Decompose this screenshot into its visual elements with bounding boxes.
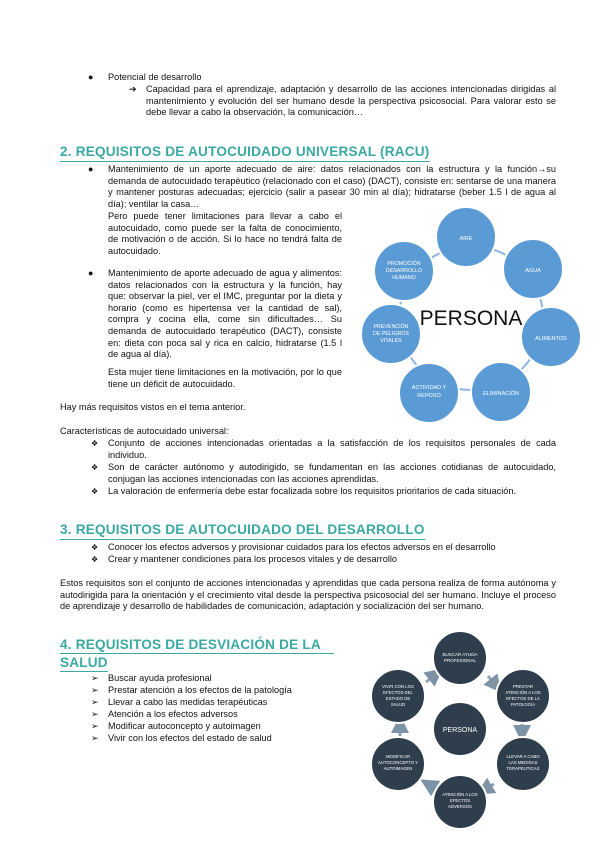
diagram-node-ayuda: [433, 631, 487, 685]
diagram-node-alimentos: [521, 307, 581, 367]
svg-text:ADVERSOS: ADVERSOS: [448, 804, 472, 809]
section4-item: Atención a los efectos adversos: [108, 709, 238, 719]
diamond-bullet: ❖: [91, 543, 99, 552]
section2-characteristics-title: Características de autocuidado universal:: [60, 426, 229, 436]
svg-text:TERAPÉUTICAS: TERAPÉUTICAS: [506, 766, 540, 771]
bullet-dot: ●: [88, 268, 94, 278]
diagram-node-promocion: [374, 241, 434, 301]
svg-text:VITALES: VITALES: [380, 338, 402, 344]
arrow-bullet: ➢: [91, 721, 99, 731]
diagram-node-actividad: [399, 363, 459, 423]
section2-more-text: Hay más requisitos vistos en el tema anterior.: [60, 402, 246, 412]
diamond-bullet: ❖: [91, 487, 99, 496]
section3-paragraph: Estos requisitos son el conjunto de acciones intencionadas y aprendidas que cada persona realiza de forma autónoma y autodirigida para la orientación y el crecimiento vital desde la perspectiva psicosocial del ser humano. Incluye el proceso de aprendizaje y desarrollo de habilidades de comunicación, adaptación y socialización del ser humano.: [60, 578, 556, 612]
diagram-center-label: PERSONA: [442, 727, 478, 734]
section3-item: Conocer los efectos adversos y provisionar cuidados para los efectos adversos en el desarrollo: [108, 542, 496, 552]
diagram-node-patologia: [496, 669, 550, 723]
characteristic-item: La valoración de enfermería debe estar focalizada sobre los requisitos prioritarios de cada situación.: [108, 486, 517, 496]
section2-item1: Mantenimiento de un aporte adecuado de aire: datos relacionados con la estructura y la función→su demanda de autocuidado terapéutico (relacionado con el caso) (DACT), consiste en: sentarse de una manera y mantener posturas adecuadas; ejercicio (salir a pasear 30 min al día); hidratarse (beber 1.5 l de agua al día); ventilar la casa…: [108, 164, 556, 209]
svg-text:ACTIVIDAD Y: ACTIVIDAD Y: [411, 385, 447, 391]
svg-text:AIRE: AIRE: [459, 236, 473, 242]
racu-cycle-diagram: [355, 204, 587, 426]
svg-text:PREVENCIÓN: PREVENCIÓN: [373, 324, 409, 330]
svg-text:LLEVAR A CABO: LLEVAR A CABO: [506, 754, 540, 759]
arrow-bullet: ➢: [91, 673, 99, 683]
svg-text:PROMOCIÓN: PROMOCIÓN: [387, 261, 421, 267]
diagram-center: [433, 702, 487, 756]
svg-text:BUSCAR AYUDA: BUSCAR AYUDA: [442, 652, 478, 657]
diagram-node-terapeuticas: [496, 737, 550, 791]
svg-text:EFECTOS: EFECTOS: [449, 798, 471, 803]
svg-text:ELIMINACIÓN: ELIMINACIÓN: [483, 391, 519, 397]
arrow-bullet: ➢: [91, 709, 99, 719]
section4-heading: [60, 636, 334, 672]
bullet-dot: ●: [88, 164, 94, 174]
svg-text:DESARROLLO: DESARROLLO: [385, 268, 423, 274]
svg-text:AGUA: AGUA: [525, 268, 541, 274]
diagram-center-label: PERSONA: [419, 307, 523, 330]
svg-text:LAS MEDIDAS: LAS MEDIDAS: [508, 760, 538, 765]
section3-heading: 3. REQUISITOS DE AUTOCUIDADO DEL DESARROLLO: [60, 522, 425, 540]
bullet-dot: ●: [88, 72, 94, 82]
diagram-node-autoconcepto: [371, 737, 425, 791]
svg-text:PRESTAR: PRESTAR: [513, 684, 533, 689]
svg-text:MODIFICAR: MODIFICAR: [385, 754, 411, 759]
section4-heading-line1: 4. REQUISITOS DE DESVIACIÓN DE LA: [60, 636, 334, 654]
svg-text:DE PELIGROS: DE PELIGROS: [373, 331, 409, 337]
diagram-node-aire: [436, 207, 496, 267]
svg-text:VIVIR CON LOS: VIVIR CON LOS: [382, 684, 414, 689]
arrow-bullet: ➢: [91, 685, 99, 695]
arrow-bullet: ➢: [91, 697, 99, 707]
diamond-bullet: ❖: [91, 555, 99, 564]
top-arrow-text: Capacidad para el aprendizaje, adaptación y desarrollo de las acciones intencionadas dirigidas al mantenimiento y evolución del ser humano desde la perspectiva psicosocial. Para valorar esto se debe llevar a cabo la observación, la comunicación…: [146, 84, 556, 118]
health-deviation-diagram: [362, 628, 562, 838]
diagram-node-prevencion: [361, 304, 421, 364]
section4-item: Llevar a cabo las medidas terapéuticas: [108, 697, 268, 707]
svg-text:EFECTOS DE LA: EFECTOS DE LA: [506, 696, 540, 701]
section2-item2: Mantenimiento de aporte adecuado de agua y alimentos: datos relacionados con la estructura y la función, hay que: observar la piel, ver el IMC, preguntar por la dieta y horario (como es hipertensa ver la cantidad de sal), compra y cocina ella, come sin dificultades… Su demanda de autocuidado terapéutico (DACT), consiste en: dieta con poca sal y rica en calcio, hidratarse (1.5 l de agua al día).: [108, 268, 342, 360]
svg-text:PATOLOGÍA: PATOLOGÍA: [510, 702, 536, 707]
svg-text:AUTOCONCEPTO Y: AUTOCONCEPTO Y: [377, 760, 419, 765]
svg-text:AUTOIMAGEN: AUTOIMAGEN: [383, 766, 413, 771]
svg-text:ATENCIÓN A LOS: ATENCIÓN A LOS: [442, 792, 478, 797]
svg-text:EFECTOS DEL: EFECTOS DEL: [383, 690, 413, 695]
section3-item: Crear y mantener condiciones para los procesos vitales y de desarrollo: [108, 554, 398, 564]
diagram-node-eliminacion: [471, 362, 531, 422]
diagram-node-agua: [503, 239, 563, 299]
section2-item2-paragraph: Esta mujer tiene limitaciones en la motivación, por lo que tiene un déficit de autocuidado.: [108, 367, 342, 389]
characteristic-item: Conjunto de acciones intencionadas orientadas a la satisfacción de los requisitos personales de cada individuo.: [108, 438, 556, 460]
svg-text:HUMANO: HUMANO: [392, 275, 416, 281]
section2-heading: 2. REQUISITOS DE AUTOCUIDADO UNIVERSAL (RACU): [60, 144, 430, 162]
characteristic-item: Son de carácter autónomo y autodirigido, se fundamentan en las acciones cotidianas de autocuidado, conjugan las acciones intencionadas con las acciones aprendidas.: [108, 462, 556, 484]
svg-text:PROFESIONAL: PROFESIONAL: [443, 658, 477, 663]
section4-item: Buscar ayuda profesional: [108, 673, 212, 683]
svg-text:ALIMENTOS: ALIMENTOS: [535, 336, 567, 342]
diagram-node-vivir: [371, 669, 425, 723]
svg-text:SALUD: SALUD: [390, 702, 406, 707]
section2-item1-paragraph: Pero puede tener limitaciones para llevar a cabo el autocuidado, como puede ser la falta de conocimiento, de motivación o de acción. Si lo hace no tendrá falta de autocuidado.: [108, 211, 342, 256]
diagram-node-adversos: [433, 775, 487, 829]
diamond-bullet: ❖: [91, 439, 99, 448]
diamond-bullet: ❖: [91, 463, 99, 472]
svg-text:REPOSO: REPOSO: [417, 393, 441, 399]
section4-item: Vivir con los efectos del estado de salud: [108, 733, 272, 743]
svg-text:ATENCIÓN A LOS: ATENCIÓN A LOS: [505, 690, 541, 695]
top-bullet-text: Potencial de desarrollo: [108, 72, 202, 82]
section4-item: Prestar atención a los efectos de la patología: [108, 685, 292, 695]
arrow-bullet: ➔: [129, 84, 137, 94]
section4-item: Modificar autoconcepto y autoimagen: [108, 721, 261, 731]
svg-text:ESTADO DE: ESTADO DE: [385, 696, 411, 701]
arrow-bullet: ➢: [91, 733, 99, 743]
section4-heading-line2: SALUD: [60, 655, 108, 670]
